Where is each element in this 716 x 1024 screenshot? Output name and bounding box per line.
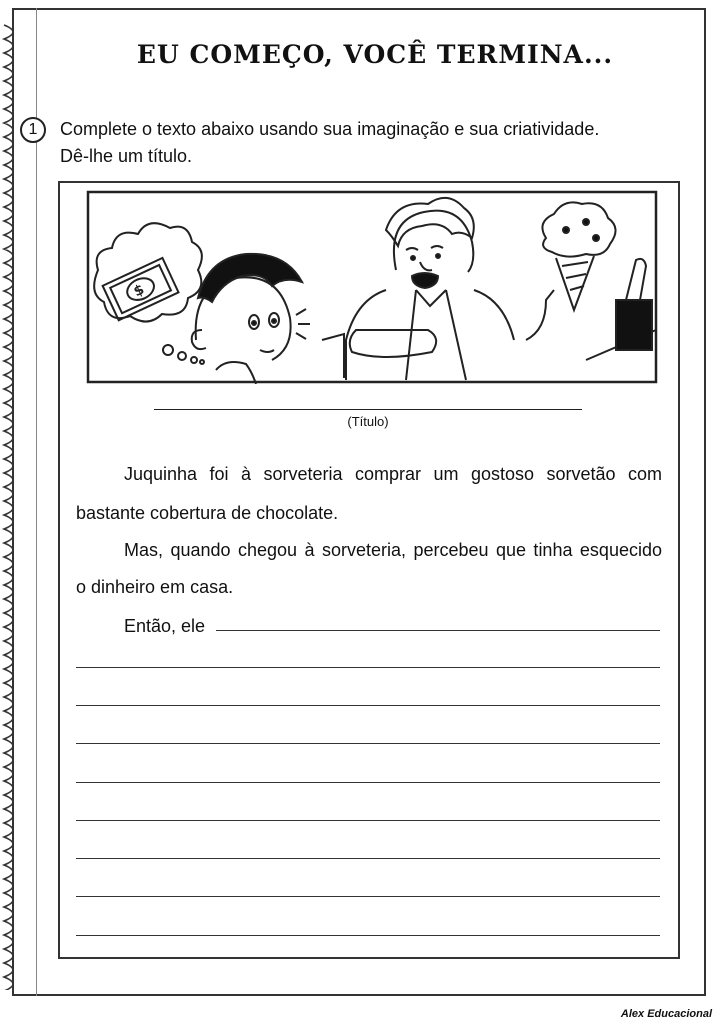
writing-line[interactable] [216, 630, 660, 631]
title-placeholder: (Título) [347, 414, 389, 429]
story-line: Mas, quando chegou à sorveteria, percebeu que tinha esquecido [124, 540, 662, 560]
story-line: bastante cobertura de chocolate. [76, 503, 339, 523]
writing-line[interactable] [76, 935, 660, 936]
writing-line[interactable] [76, 896, 660, 897]
instruction-line-2: Dê-lhe um título. [60, 146, 193, 166]
writing-line[interactable] [76, 782, 660, 783]
story-line: Então, ele [124, 616, 206, 636]
illustration [86, 190, 658, 384]
instruction-text [60, 116, 680, 170]
footer-credit: Alex Educacional [620, 1008, 712, 1020]
question-number: 1 [20, 117, 46, 143]
story-line: o dinheiro em casa. [76, 577, 234, 597]
writing-line[interactable] [76, 705, 660, 706]
writing-line[interactable] [76, 667, 660, 668]
instruction-line-1: Complete o texto abaixo usando sua imaginação e sua criatividade. [60, 119, 600, 139]
money-symbol: $ [131, 281, 147, 301]
worksheet-title: EU COMEÇO, VOCÊ TERMINA... [136, 40, 614, 69]
story-line: Juquinha foi à sorveteria comprar um gostoso sorvetão com [124, 464, 662, 484]
writing-line[interactable] [76, 858, 660, 859]
margin-line [36, 8, 37, 996]
title-answer-line[interactable] [154, 409, 582, 410]
writing-line[interactable] [76, 743, 660, 744]
writing-line[interactable] [76, 820, 660, 821]
